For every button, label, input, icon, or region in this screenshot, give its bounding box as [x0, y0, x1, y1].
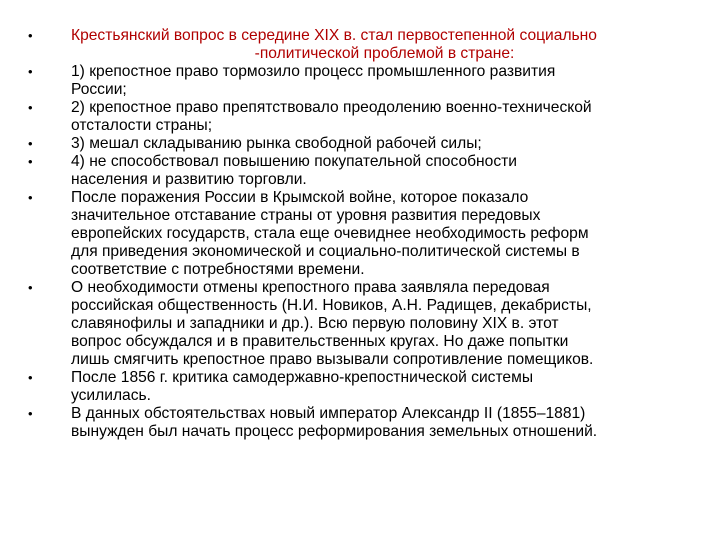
- text-line: европейских государств, стала еще очевиднее необходимость реформ: [71, 225, 589, 242]
- text-line: лишь смягчить крепостное право вызывали сопротивление помещиков.: [71, 351, 594, 368]
- bullet-icon: •: [28, 370, 33, 385]
- text-line: В данных обстоятельствах новый император Александр II (1855–1881): [71, 405, 586, 422]
- bullet-text: [71, 369, 698, 405]
- bullet-text: [71, 279, 698, 369]
- text-line: значительное отставание страны от уровня развития передовых: [71, 207, 541, 224]
- bullet-item-reason-4: [28, 153, 698, 189]
- text-line: отсталости страны;: [71, 117, 213, 134]
- bullet-icon: •: [28, 154, 33, 169]
- bullet-text: [71, 63, 698, 99]
- text-line: 2) крепостное право препятствовало преодолению военно-технической: [71, 99, 592, 116]
- text-line: 1) крепостное право тормозило процесс промышленного развития: [71, 63, 556, 80]
- text-line: 4) не способствовал повышению покупательной способности: [71, 153, 517, 170]
- bullet-icon: •: [28, 406, 33, 421]
- bullet-item-reason-2: [28, 99, 698, 135]
- text-line: После 1856 г. критика самодержавно-крепостнической системы: [71, 369, 534, 386]
- text-line: После поражения России в Крымской войне, которое показало: [71, 189, 529, 206]
- bullet-text: [71, 405, 698, 441]
- bullet-item-alexander-ii: [28, 405, 698, 441]
- text-line: 3) мешал складыванию рынка свободной рабочей силы;: [71, 135, 482, 152]
- bullet-text: [71, 27, 698, 63]
- bullet-text: [71, 99, 698, 135]
- bullet-item-crimean-war: [28, 189, 698, 279]
- text-line: усилилась.: [71, 387, 151, 404]
- bullet-icon: •: [28, 64, 33, 79]
- bullet-icon: •: [28, 136, 33, 151]
- text-line: для приведения экономической и социально-политической системы в: [71, 243, 580, 260]
- bullet-icon: •: [28, 28, 33, 43]
- text-line: -политической проблемой в стране:: [254, 45, 515, 62]
- text-line: Крестьянский вопрос в середине XIX в. стал первостепенной социально: [71, 27, 597, 44]
- text-line: О необходимости отмены крепостного права заявляла передовая: [71, 279, 550, 296]
- bullet-icon: •: [28, 100, 33, 115]
- bullet-item-intro: [28, 27, 698, 63]
- bullet-text: [71, 189, 698, 279]
- bullet-item-reason-3: [28, 135, 698, 153]
- bullet-item-after-1856: [28, 369, 698, 405]
- bullet-item-reason-1: [28, 63, 698, 99]
- text-line: населения и развитию торговли.: [71, 171, 307, 188]
- bullet-list: [28, 27, 698, 441]
- text-line: вопрос обсуждался и в правительственных кругах. Но даже попытки: [71, 333, 569, 350]
- text-line: России;: [71, 81, 127, 98]
- text-line: соответствие с потребностями времени.: [71, 261, 365, 278]
- bullet-icon: •: [28, 190, 33, 205]
- text-line: славянофилы и западники и др.). Всю первую половину XIX в. этот: [71, 315, 559, 332]
- bullet-text: [71, 135, 698, 153]
- text-line: вынужден был начать процесс реформирования земельных отношений.: [71, 423, 598, 440]
- bullet-icon: •: [28, 280, 33, 295]
- bullet-item-public-opinion: [28, 279, 698, 369]
- text-line: российская общественность (Н.И. Новиков, А.Н. Радищев, декабристы,: [71, 297, 592, 314]
- bullet-text: [71, 153, 698, 189]
